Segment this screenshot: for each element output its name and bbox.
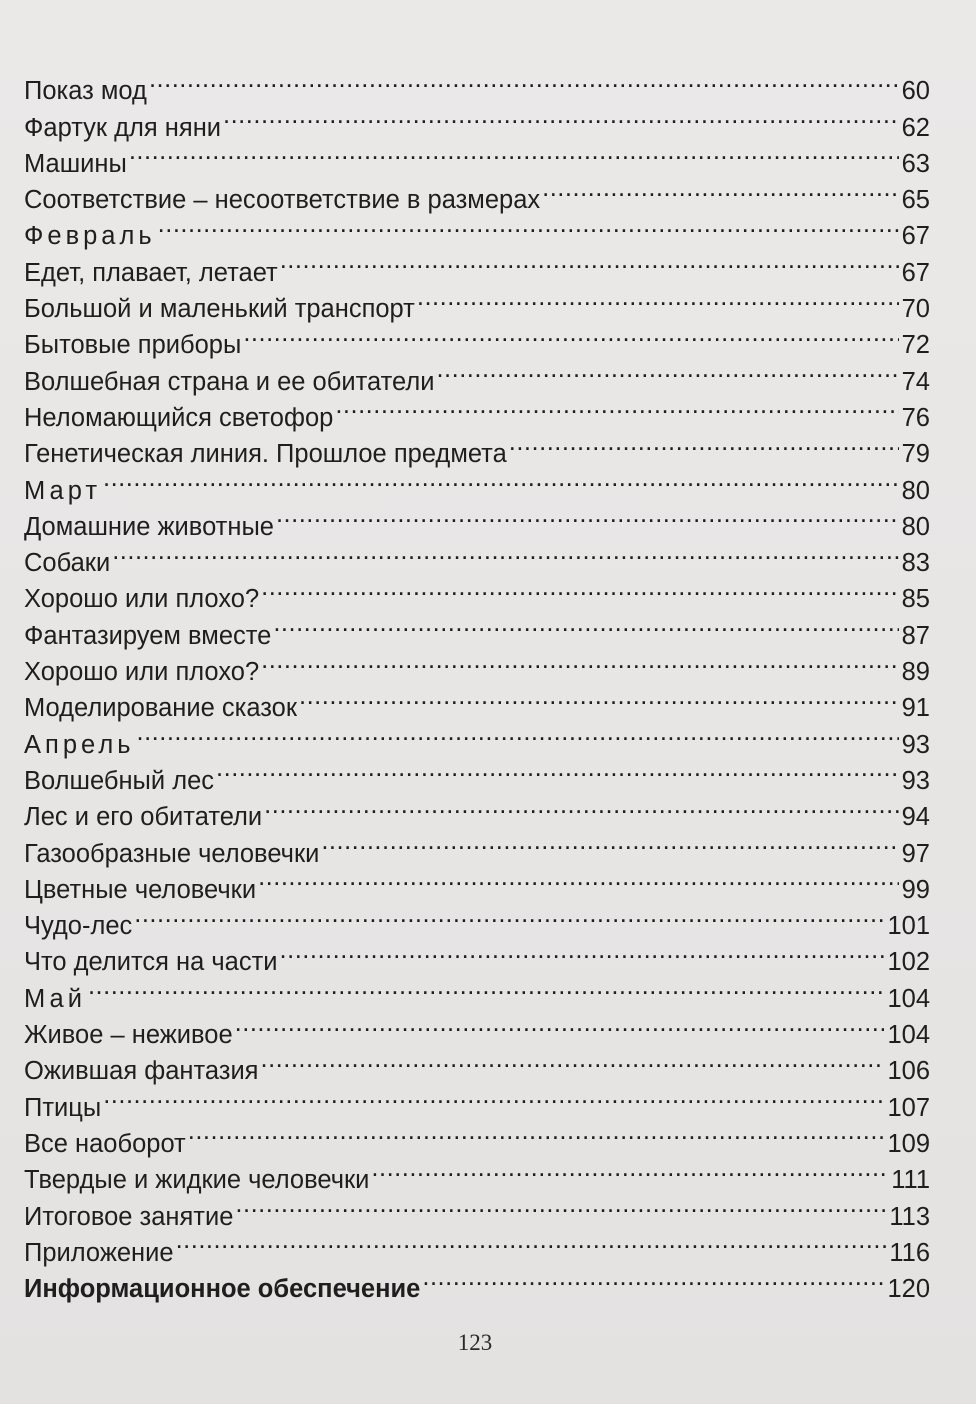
toc-entry-page: 102 xyxy=(887,948,930,977)
dot-leader xyxy=(188,1116,885,1152)
dot-leader xyxy=(176,1225,887,1261)
dot-leader xyxy=(335,390,898,426)
toc-entry-title: Твердые и жидкие человечки xyxy=(24,1166,370,1195)
dot-leader xyxy=(158,208,899,244)
dot-leader xyxy=(149,63,899,99)
toc-entry xyxy=(24,462,930,505)
dot-leader xyxy=(258,862,899,898)
toc-entry-page: 63 xyxy=(901,149,930,178)
dot-leader xyxy=(321,825,898,861)
table-of-contents xyxy=(24,63,930,1304)
toc-entry xyxy=(24,136,930,178)
toc-entry-page: 104 xyxy=(887,1021,930,1050)
toc-entry-page: 67 xyxy=(901,222,930,251)
toc-entry-title: Неломающийся светофор xyxy=(24,403,334,432)
toc-entry-page: 113 xyxy=(889,1202,930,1231)
toc-entry-page: 107 xyxy=(887,1093,930,1122)
toc-entry-title: Февраль xyxy=(24,222,156,251)
toc-entry-page: 74 xyxy=(901,367,930,396)
dot-leader xyxy=(509,426,899,462)
toc-entry-page: 97 xyxy=(901,839,930,868)
toc-entry xyxy=(24,1079,930,1122)
toc-entry-title: Фартук для няни xyxy=(24,113,222,142)
dot-leader xyxy=(88,970,884,1006)
toc-entry xyxy=(24,716,930,759)
dot-leader xyxy=(137,716,899,752)
toc-entry-page: 85 xyxy=(901,585,930,614)
toc-entry xyxy=(24,499,930,541)
toc-entry-page: 67 xyxy=(901,258,930,287)
toc-entry-title: Март xyxy=(24,476,102,505)
dot-leader xyxy=(261,1043,885,1079)
toc-entry-title: Волшебная страна и ее обитатели xyxy=(24,367,435,396)
toc-entry-page: 99 xyxy=(901,875,930,904)
toc-entry-title: Машины xyxy=(24,149,127,178)
toc-entry-title: Ожившая фантазия xyxy=(24,1057,259,1086)
toc-entry-title: Едет, плавает, летает xyxy=(24,258,278,287)
toc-entry-title: Генетическая линия. Прошлое предмета xyxy=(24,440,507,469)
toc-entry xyxy=(24,63,930,106)
toc-entry-title: Показ мод xyxy=(24,77,147,106)
toc-entry-title: Информационное обеспечение xyxy=(24,1275,421,1304)
toc-entry xyxy=(24,753,930,795)
toc-entry-page: 60 xyxy=(901,77,930,106)
dot-leader xyxy=(129,136,899,172)
toc-entry-title: Что делится на части xyxy=(24,948,278,977)
toc-entry-page: 80 xyxy=(901,476,930,505)
toc-entry-title: Приложение xyxy=(24,1238,174,1267)
toc-entry-page: 65 xyxy=(901,186,930,215)
dot-leader xyxy=(280,244,899,280)
dot-leader xyxy=(273,607,898,643)
toc-entry-title: Чудо-лес xyxy=(24,912,133,941)
toc-entry-title: Хорошо или плохо? xyxy=(24,658,260,687)
toc-entry-title: Апрель xyxy=(24,730,135,759)
dot-leader xyxy=(235,1188,886,1224)
toc-entry-page: 116 xyxy=(889,1238,930,1267)
dot-leader xyxy=(280,934,885,970)
toc-entry xyxy=(24,1007,930,1050)
toc-entry-title: Большой и маленький транспорт xyxy=(24,295,415,324)
dot-leader xyxy=(542,172,898,208)
toc-entry-page: 106 xyxy=(887,1057,930,1086)
toc-entry-title: Моделирование сказок xyxy=(24,694,297,723)
toc-entry xyxy=(24,1116,930,1158)
page-number: 123 xyxy=(457,1330,493,1355)
toc-entry xyxy=(24,535,930,578)
dot-leader xyxy=(112,535,898,571)
toc-entry xyxy=(24,172,930,215)
toc-entry xyxy=(24,208,930,251)
toc-entry-title: Птицы xyxy=(24,1093,102,1122)
toc-entry-title: Волшебный лес xyxy=(24,766,215,795)
toc-entry-title: Бытовые приборы xyxy=(24,331,242,360)
toc-entry-page: 109 xyxy=(887,1129,930,1158)
toc-entry-page: 104 xyxy=(887,984,930,1013)
toc-entry-page: 111 xyxy=(891,1166,930,1195)
toc-entry-title: Фантазируем вместе xyxy=(24,621,272,650)
dot-leader xyxy=(261,644,898,680)
dot-leader xyxy=(243,317,898,353)
toc-entry-page: 93 xyxy=(901,766,930,795)
dot-leader xyxy=(103,1079,884,1115)
dot-leader xyxy=(103,462,899,498)
toc-entry-page: 101 xyxy=(887,912,930,941)
dot-leader xyxy=(216,753,899,789)
toc-entry-title: Живое – неживое xyxy=(24,1021,233,1050)
dot-leader xyxy=(371,1152,888,1188)
toc-entry-title: Итоговое занятие xyxy=(24,1202,234,1231)
toc-entry-page: 83 xyxy=(901,549,930,578)
toc-entry-title: Май xyxy=(24,984,86,1013)
toc-entry xyxy=(24,898,930,941)
toc-entry-title: Соответствие – несоответствие в размерах xyxy=(24,186,541,215)
toc-entry xyxy=(24,571,930,614)
dot-leader xyxy=(264,789,898,825)
toc-entry-page: 87 xyxy=(901,621,930,650)
toc-entry xyxy=(24,99,930,142)
toc-entry-title: Домашние животные xyxy=(24,512,274,541)
dot-leader xyxy=(417,281,899,317)
toc-entry-title: Газообразные человечки xyxy=(24,839,320,868)
toc-entry-page: 62 xyxy=(901,113,930,142)
toc-entry-page: 94 xyxy=(901,803,930,832)
dot-leader xyxy=(422,1261,884,1297)
toc-entry-page: 93 xyxy=(901,730,930,759)
dot-leader xyxy=(436,353,898,389)
toc-entry-page: 72 xyxy=(901,331,930,360)
toc-entry-title: Собаки xyxy=(24,549,111,578)
dot-leader xyxy=(276,499,899,535)
toc-entry-page: 76 xyxy=(901,403,930,432)
toc-entry-page: 120 xyxy=(887,1275,930,1304)
toc-entry xyxy=(24,244,930,287)
dot-leader xyxy=(299,680,899,716)
dot-leader xyxy=(235,1007,885,1043)
toc-entry-page: 70 xyxy=(901,295,930,324)
toc-entry-title: Цветные человечки xyxy=(24,875,257,904)
dot-leader xyxy=(223,99,899,135)
toc-entry-page: 91 xyxy=(901,694,930,723)
toc-entry xyxy=(24,970,930,1013)
toc-entry-page: 89 xyxy=(901,658,930,687)
dot-leader xyxy=(134,898,884,934)
toc-entry-title: Лес и его обитатели xyxy=(24,803,263,832)
toc-entry xyxy=(24,934,930,977)
toc-entry-title: Хорошо или плохо? xyxy=(24,585,260,614)
dot-leader xyxy=(261,571,898,607)
toc-entry-title: Все наоборот xyxy=(24,1129,186,1158)
toc-entry-page: 80 xyxy=(901,512,930,541)
toc-entry-page: 79 xyxy=(901,440,930,469)
